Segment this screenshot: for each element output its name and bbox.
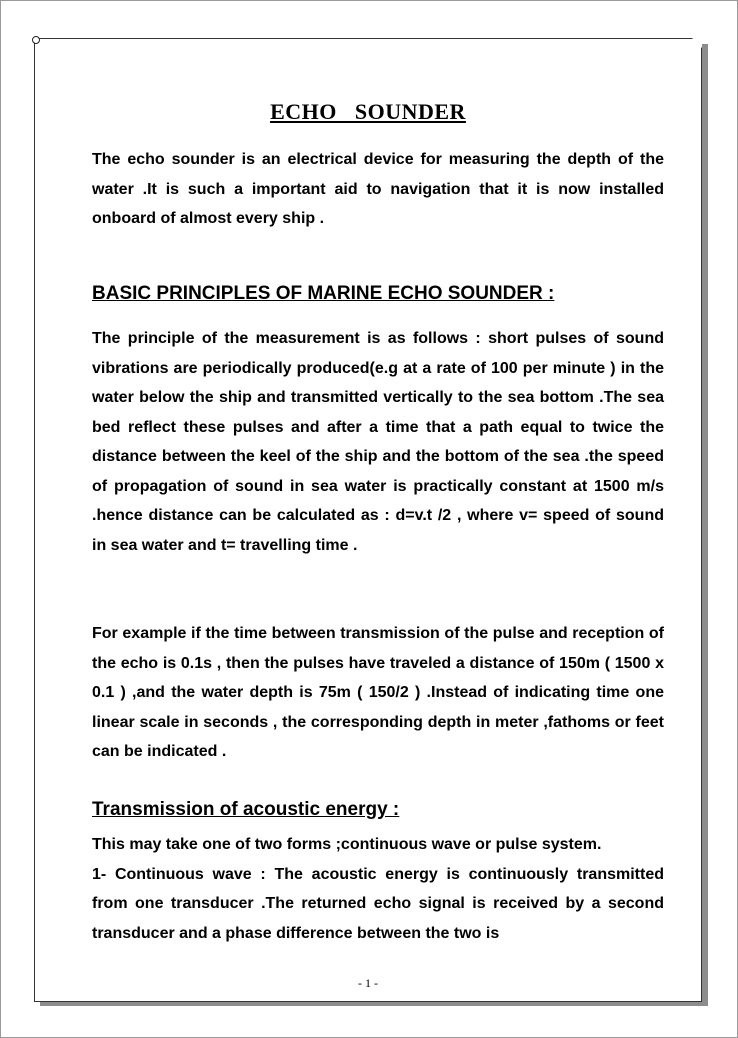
page-number: - 1 - [358,976,378,990]
transmission-paragraph [92,830,664,948]
intro-text: The echo sounder is an electrical device for measuring the depth of the water .It is such a important aid to navigation that it is now installed onboard of almost every ship . [92,151,664,227]
example-paragraph [92,619,664,767]
principles-text: The principle of the measurement is as follows : short pulses of sound vibrations are periodically produced(e.g at a rate of 100 per minute ) in the water below the ship and transmitted vertically to the sea bottom .The sea bed reflect these pulses and after a time that a path equal to twice the distance between the keel of the ship and the bottom of the sea .the speed of propagation of sound in sea water is practically constant at 1500 m/s .hence distance can be calculated as : d=v.t /2 , where v= speed of sound in sea water and t= travelling time . [92,330,664,554]
section-heading-basic-principles: BASIC PRINCIPLES OF MARINE ECHO SOUNDER : [92,283,555,304]
section-heading-transmission: Transmission of acoustic energy : [92,799,400,820]
document-page [34,38,702,1002]
intro-paragraph [92,145,664,234]
transmission-intro-text: This may take one of two forms ;continuous wave or pulse system. [92,836,602,853]
page-corner-fold [692,38,702,48]
principles-paragraph [92,324,664,560]
anchor-icon [32,36,40,44]
document-title: ECHO SOUNDER [270,99,466,124]
example-text: For example if the time between transmission of the pulse and reception of the echo is 0.1s , then the pulses have traveled a distance of 150m ( 1500 x 0.1 ) ,and the water depth is 75m ( 150/2 ) .Instead of indicating time one linear scale in seconds , the corresponding depth in meter ,fathoms or feet can be indicated . [92,625,664,760]
continuous-wave-text: 1- Continuous wave : The acoustic energy is continuously transmitted from one transducer .The returned echo signal is received by a second transducer and a phase difference between the two is [92,865,664,942]
